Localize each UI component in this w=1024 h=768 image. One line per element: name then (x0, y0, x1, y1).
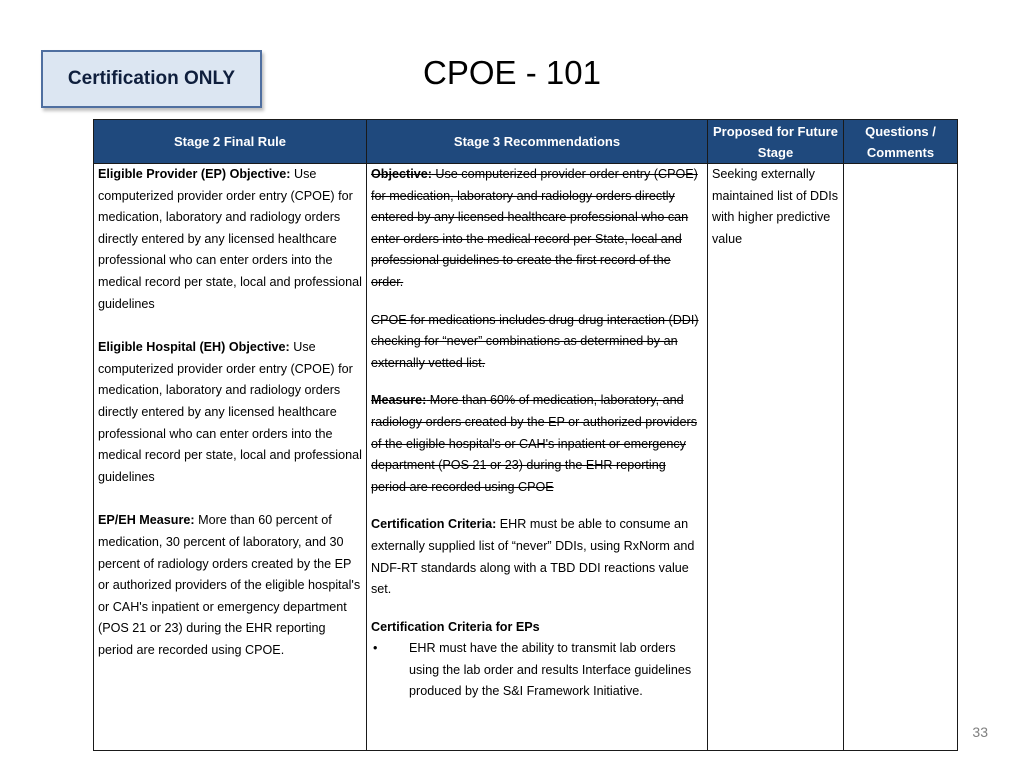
ep-eh-measure (98, 510, 362, 661)
page-title: CPOE - 101 (423, 54, 601, 91)
header-future-stage: Proposed for Future Stage (708, 120, 844, 164)
certification-criteria-label: Certification Criteria: (371, 517, 497, 532)
stage3-objective-label: Objective: (371, 167, 432, 181)
questions-cell (844, 164, 958, 751)
stage2-cell (94, 164, 367, 751)
header-stage2: Stage 2 Final Rule (94, 120, 367, 164)
ep-objective-label: Eligible Provider (EP) Objective: (98, 167, 291, 181)
page-number: 33 (972, 724, 988, 740)
ep-eh-measure-label: EP/EH Measure: (98, 513, 195, 528)
badge-label: Certification ONLY (67, 68, 236, 89)
table-header-row (94, 120, 958, 164)
ep-objective (98, 164, 362, 315)
ep-objective-text: Use computerized provider order entry (CPOE) for medication, laboratory and radiology orders directly entered by any licensed healthcare professional who can enter orders into the medical record per state, local and professional guidelines (98, 167, 362, 311)
eh-objective (98, 337, 362, 488)
future-stage-text: Seeking externally maintained list of DDIs with higher predictive value (712, 167, 838, 246)
certification-criteria-text: EHR must be able to consume an externally supplied list of “never” DDIs, using RxNorm and NDF-RT standards along with a TBD DDI reactions value set. (371, 517, 695, 597)
stage3-objective (371, 164, 703, 294)
stage3-certification-criteria (371, 514, 703, 600)
stage3-measure-text: More than 60% of medication, laboratory, and radiology orders created by the EP or authorized providers of the eligible hospital's or CAH's inpatient or emergency department (POS 21 or 23) during the EHR reporting period are recorded using CPOE (371, 393, 697, 494)
stage3-measure-label: Measure: (371, 393, 427, 408)
cpoe-comparison-table (93, 119, 958, 751)
ep-eh-measure-text: More than 60 percent of medication, 30 percent of laboratory, and 30 percent of radiology orders created by the EP or authorized providers of the eligible hospital's or CAH's inpatient or emergency department (POS 21 or 23) during the EHR reporting period are recorded using CPOE. (98, 513, 361, 657)
stage3-cell (367, 164, 708, 751)
eh-objective-label: Eligible Hospital (EH) Objective: (98, 340, 290, 355)
header-stage3: Stage 3 Recommendations (367, 120, 708, 164)
stage3-cpoe-ddi: CPOE for medications includes drug-drug interaction (DDI) checking for “never” combinations as determined by an externally vetted list. (371, 312, 699, 370)
certification-criteria-eps-label: Certification Criteria for EPs (371, 619, 540, 634)
certification-only-badge (41, 50, 262, 108)
stage3-objective-text: Use computerized provider order entry (CPOE) for medication, laboratory and radiology orders directly entered by any licensed healthcare professional who can enter orders into the medical record per State, local and professional guidelines to create the first record of the order. (371, 167, 698, 289)
certification-criteria-eps-list (371, 638, 703, 703)
header-questions: Questions / Comments (844, 120, 958, 164)
table-row (94, 164, 958, 751)
future-stage-cell (708, 164, 844, 751)
eh-objective-text: Use computerized provider order entry (CPOE) for medication, laboratory and radiology orders directly entered by any licensed healthcare professional who can enter orders into the medical record per state, local and professional guidelines (98, 340, 362, 484)
list-item: • EHR must have the ability to transmit lab orders using the lab order and results Interface guidelines produced by the S&I Framework Initiative. (371, 638, 703, 703)
certification-criteria-eps (371, 617, 703, 639)
stage3-measure (371, 390, 703, 498)
